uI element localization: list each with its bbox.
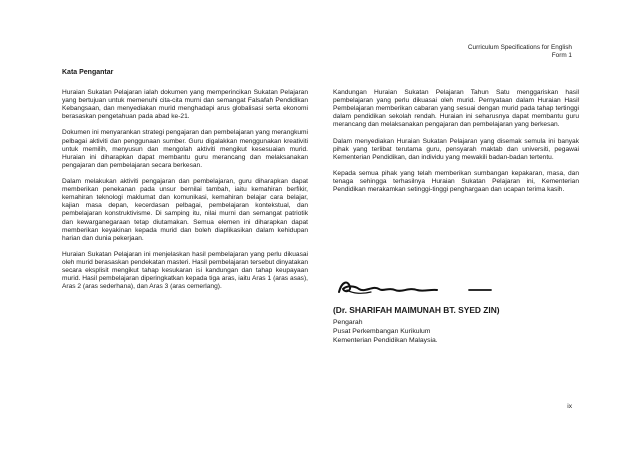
page-number: ix <box>567 403 572 410</box>
paragraph: Dalam melakukan aktiviti pengajaran dan pembelajaran, guru diharapkan dapat memberikan penekanan pada unsur bernilai tambah, iaitu kemahiran berfikir, kemahiran teknologi maklumat dan komunikasi, kemahiran belajar cara belajar, kajian masa depan, kecerdasan pelbagai, pembelajaran kontekstual, dan pembelajaran konstruktivisme. Di samping itu, nilai murni dan semangat patriotik dan kewarganegaraan tetap diutamakan. Semua elemen ini diharapkan dapat memberikan keyakinan kepada murid dan boleh diaplikasikan dalam kehidupan harian dan dunia pekerjaan. <box>62 178 308 242</box>
signatory-title: Pengarah <box>333 319 363 326</box>
signatory-ministry: Kementerian Pendidikan Malaysia. <box>333 337 438 344</box>
header-line-1: Curriculum Specifications for English <box>467 44 572 51</box>
paragraph: Huraian Sukatan Pelajaran ini menjelaskan hasil pembelajaran yang perlu dikuasai oleh murid berasaskan pendekatan masteri. Hasil pembelajaran tersebut dinyatakan secara eksplisit mengikut tahap kesukaran isi kandungan dan tahap keupayaan murid. Hasil pembelajaran diperingkatkan kepada tiga aras, iaitu Aras 1 (aras asas), Aras 2 (aras sederhana), dan Aras 3 (aras cemerlang). <box>62 250 308 291</box>
page-header <box>468 44 572 60</box>
signatory-department: Pusat Perkembangan Kurikulum <box>333 328 431 335</box>
handwritten-signature <box>333 275 503 299</box>
left-column <box>62 89 308 299</box>
paragraph: Dalam menyediakan Huraian Sukatan Pelajaran yang disemak semula ini banyak pihak yang terlibat terutama guru, pensyarah maktab dan universiti, pegawai Kementerian Pendidikan, dan individu yang mewakili badan-badan tertentu. <box>333 137 579 161</box>
signature-block <box>333 305 593 345</box>
signatory-name: (Dr. SHARIFAH MAIMUNAH BT. SYED ZIN) <box>333 305 500 315</box>
paragraph: Kepada semua pihak yang telah memberikan sumbangan kepakaran, masa, dan tenaga sehingga terhasilnya Huraian Sukatan Pelajaran ini, Kementerian Pendidikan merakamkan setinggi-tinggi penghargaan dan ucapan terima kasih. <box>333 169 579 194</box>
header-line-2: Form 1 <box>551 52 572 59</box>
paragraph: Dokumen ini menyarankan strategi pengajaran dan pembelajaran yang merangkumi pelbagai aktiviti dan penggunaan sumber. Guru digalakkan menggunakan kreativiti untuk memilih, menyusun dan mengolah aktiviti mengikut kesesuaian murid. Huraian ini diharapkan dapat membantu guru merancang dan melaksanakan pengajaran dan pembelajaran secara berkesan. <box>62 129 308 169</box>
paragraph: Kandungan Huraian Sukatan Pelajaran Tahun Satu menggariskan hasil pembelajaran yang perlu dikuasai oleh murid. Pernyataan dalam Huraian Hasil Pembelajaran memberikan cabaran yang sesuai dengan murid pada tahap tertinggi dalam pendidikan sekolah rendah. Huraian ini seharusnya dapat membantu guru merancang dan melaksanakan pengajaran dan pembelajaran yang berkesan. <box>333 89 579 129</box>
right-column <box>333 89 579 202</box>
section-title: Kata Pengantar <box>62 69 114 76</box>
paragraph: Huraian Sukatan Pelajaran ialah dokumen yang memperincikan Sukatan Pelajaran yang bertujuan untuk memenuhi cita-cita murni dan semangat Falsafah Pendidikan Kebangsaan, dan menyediakan murid menghadapi arus globalisasi serta ekonomi berasaskan pengetahuan pada abad ke-21. <box>62 89 308 121</box>
